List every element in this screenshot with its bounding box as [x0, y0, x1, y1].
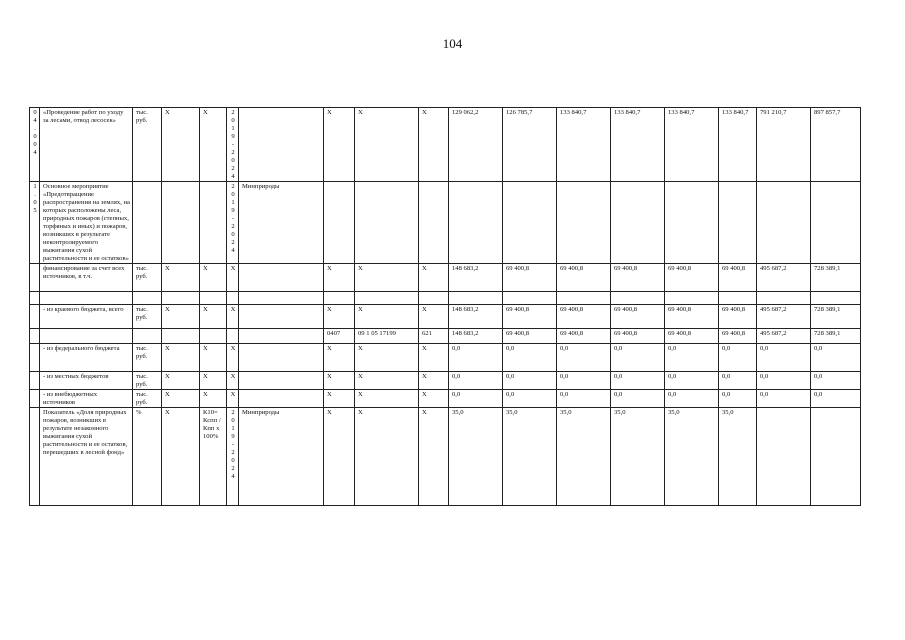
- row-value-2019: [449, 292, 503, 305]
- row-value-2020: [503, 292, 557, 305]
- row-value-2024: 0,0: [719, 344, 757, 372]
- row-period: Х: [227, 305, 239, 329]
- row-col5: Х: [200, 305, 227, 329]
- table-row: [30, 372, 861, 390]
- row-value-2020: 126 785,7: [503, 108, 557, 182]
- row-value-2023: 0,0: [665, 390, 719, 408]
- row-name: финансирование за счет всех источников, в т.ч.: [40, 264, 133, 292]
- row-col4: Х: [162, 344, 200, 372]
- row-col4: [162, 329, 200, 344]
- row-value-2023: 0,0: [665, 372, 719, 390]
- row-unit: [133, 292, 162, 305]
- table-row: [30, 390, 861, 408]
- row-name: [40, 329, 133, 344]
- row-number: [30, 390, 40, 408]
- row-csr: [419, 182, 449, 264]
- row-executor: [239, 292, 324, 305]
- row-executor: [239, 108, 324, 182]
- row-value-2019: 148 683,2: [449, 264, 503, 292]
- row-total-2: [811, 292, 861, 305]
- row-number: 0 4 . 0 0 4: [30, 108, 40, 182]
- row-rzpr: Х: [355, 264, 419, 292]
- row-value-2022: 133 840,7: [611, 108, 665, 182]
- row-total-2: 728 389,1: [811, 329, 861, 344]
- row-value-2020: 69 400,8: [503, 264, 557, 292]
- row-period: 2 0 1 9 - 2 0 2 4: [227, 108, 239, 182]
- row-rzpr: Х: [355, 344, 419, 372]
- row-unit: тыс. руб.: [133, 108, 162, 182]
- row-total-2: 0,0: [811, 390, 861, 408]
- row-rzpr: Х: [355, 108, 419, 182]
- row-total-1: 495 687,2: [757, 305, 811, 329]
- row-executor: [239, 305, 324, 329]
- row-number: [30, 344, 40, 372]
- row-period: [227, 292, 239, 305]
- row-unit: тыс. руб.: [133, 264, 162, 292]
- table-row: [30, 264, 861, 292]
- row-csr: Х: [419, 372, 449, 390]
- row-name: - из федерального бюджета: [40, 344, 133, 372]
- table-row: [30, 329, 861, 344]
- row-col5: Х: [200, 390, 227, 408]
- row-period: 2 0 1 9 - 2 0 2 4: [227, 182, 239, 264]
- row-value-2024: 35,0: [719, 408, 757, 506]
- row-value-2019: [449, 182, 503, 264]
- row-name: «Проведение работ по уходу за лесами, отвод лесосек»: [40, 108, 133, 182]
- row-unit: тыс. руб.: [133, 390, 162, 408]
- row-grbs: Х: [324, 408, 355, 506]
- row-value-2021: 69 400,8: [557, 305, 611, 329]
- row-period: [227, 329, 239, 344]
- row-unit: [133, 329, 162, 344]
- row-executor: [239, 264, 324, 292]
- row-value-2022: 69 400,8: [611, 329, 665, 344]
- row-value-2021: 35,0: [557, 408, 611, 506]
- row-value-2021: 69 400,8: [557, 329, 611, 344]
- row-total-1: 495 687,2: [757, 329, 811, 344]
- row-name: [40, 292, 133, 305]
- row-total-1: 0,0: [757, 344, 811, 372]
- row-value-2020: 0,0: [503, 344, 557, 372]
- row-csr: Х: [419, 108, 449, 182]
- row-grbs: Х: [324, 372, 355, 390]
- program-table: [29, 107, 861, 506]
- row-rzpr: Х: [355, 390, 419, 408]
- table-row: [30, 344, 861, 372]
- row-executor: [239, 390, 324, 408]
- row-col4: Х: [162, 372, 200, 390]
- table-row: [30, 182, 861, 264]
- row-value-2019: 148 683,2: [449, 305, 503, 329]
- row-value-2023: 69 400,8: [665, 305, 719, 329]
- row-grbs: Х: [324, 108, 355, 182]
- row-col4: [162, 292, 200, 305]
- row-total-2: 897 857,7: [811, 108, 861, 182]
- row-value-2020: 69 400,8: [503, 329, 557, 344]
- row-total-2: [811, 182, 861, 264]
- row-name: Показатель «Доля природных пожаров, возникших в результате незаконного выжигания сухой растительности и ее остатков, перешедших в лесной фонд»: [40, 408, 133, 506]
- table-row: [30, 108, 861, 182]
- row-value-2024: 69 400,8: [719, 305, 757, 329]
- row-col5: [200, 329, 227, 344]
- row-number: [30, 264, 40, 292]
- row-value-2024: 133 840,7: [719, 108, 757, 182]
- row-value-2024: 69 400,8: [719, 329, 757, 344]
- row-grbs: [324, 182, 355, 264]
- row-col4: Х: [162, 108, 200, 182]
- row-total-1: 495 687,2: [757, 264, 811, 292]
- row-value-2023: [665, 182, 719, 264]
- row-total-1: 0,0: [757, 372, 811, 390]
- row-unit: %: [133, 408, 162, 506]
- row-value-2019: 0,0: [449, 372, 503, 390]
- row-value-2021: [557, 292, 611, 305]
- row-name: - из краевого бюджета, всего: [40, 305, 133, 329]
- row-total-2: 728 389,1: [811, 305, 861, 329]
- row-total-1: [757, 408, 811, 506]
- table-row: [30, 292, 861, 305]
- row-col5: Х: [200, 108, 227, 182]
- row-value-2021: [557, 182, 611, 264]
- row-col5: Х: [200, 264, 227, 292]
- row-value-2021: 0,0: [557, 372, 611, 390]
- row-col5: К10= Кспп / Кпп х 100%: [200, 408, 227, 506]
- row-number: [30, 329, 40, 344]
- row-csr: Х: [419, 408, 449, 506]
- row-value-2023: 69 400,8: [665, 264, 719, 292]
- row-csr: 621: [419, 329, 449, 344]
- row-rzpr: Х: [355, 372, 419, 390]
- row-col5: [200, 292, 227, 305]
- row-col4: Х: [162, 264, 200, 292]
- row-value-2022: 0,0: [611, 344, 665, 372]
- row-value-2024: 69 400,8: [719, 264, 757, 292]
- row-number: [30, 305, 40, 329]
- row-period: Х: [227, 372, 239, 390]
- row-name: Основное мероприятие «Предотвращение распространения на землях, на которых расположены леса, природных пожаров (степных, торфяных и иных) и пожаров, возникших в результате неконтролируемого выжигания сухой растительности и ее остатков»: [40, 182, 133, 264]
- row-executor: [239, 329, 324, 344]
- row-value-2022: [611, 292, 665, 305]
- row-grbs: Х: [324, 305, 355, 329]
- row-col4: Х: [162, 390, 200, 408]
- row-period: Х: [227, 264, 239, 292]
- row-value-2021: 69 400,8: [557, 264, 611, 292]
- row-value-2023: 69 400,8: [665, 329, 719, 344]
- row-col4: Х: [162, 408, 200, 506]
- row-unit: [133, 182, 162, 264]
- row-period: 2 0 1 9 - 2 0 2 4: [227, 408, 239, 506]
- row-value-2023: 133 840,7: [665, 108, 719, 182]
- row-value-2022: 0,0: [611, 372, 665, 390]
- row-value-2024: 0,0: [719, 372, 757, 390]
- row-total-1: 791 210,7: [757, 108, 811, 182]
- row-value-2023: 0,0: [665, 344, 719, 372]
- row-value-2023: [665, 292, 719, 305]
- row-value-2019: 129 062,2: [449, 108, 503, 182]
- row-value-2019: 148 683,2: [449, 329, 503, 344]
- row-value-2022: 35,0: [611, 408, 665, 506]
- row-value-2019: 35,0: [449, 408, 503, 506]
- row-period: Х: [227, 390, 239, 408]
- row-total-2: 728 389,1: [811, 264, 861, 292]
- row-rzpr: Х: [355, 408, 419, 506]
- row-executor: [239, 344, 324, 372]
- row-total-1: [757, 182, 811, 264]
- row-value-2022: [611, 182, 665, 264]
- row-value-2024: [719, 182, 757, 264]
- row-value-2024: [719, 292, 757, 305]
- row-grbs: 0407: [324, 329, 355, 344]
- row-csr: Х: [419, 264, 449, 292]
- row-value-2020: 0,0: [503, 372, 557, 390]
- row-grbs: [324, 292, 355, 305]
- row-grbs: Х: [324, 390, 355, 408]
- row-unit: тыс. руб.: [133, 305, 162, 329]
- row-unit: тыс. руб.: [133, 372, 162, 390]
- table-row: [30, 305, 861, 329]
- row-executor: Минприроды: [239, 408, 324, 506]
- row-rzpr: 09 1 05 17199: [355, 329, 419, 344]
- row-col5: Х: [200, 372, 227, 390]
- row-name: - из местных бюджетов: [40, 372, 133, 390]
- row-unit: тыс. руб.: [133, 344, 162, 372]
- row-value-2022: 0,0: [611, 390, 665, 408]
- row-value-2020: 69 400,8: [503, 305, 557, 329]
- row-executor: [239, 372, 324, 390]
- row-csr: [419, 292, 449, 305]
- row-value-2023: 35,0: [665, 408, 719, 506]
- row-value-2021: 0,0: [557, 344, 611, 372]
- row-executor: Минприроды: [239, 182, 324, 264]
- row-total-1: 0,0: [757, 390, 811, 408]
- row-number: [30, 372, 40, 390]
- row-total-2: [811, 408, 861, 506]
- row-csr: Х: [419, 390, 449, 408]
- row-number: [30, 408, 40, 506]
- row-csr: Х: [419, 305, 449, 329]
- row-rzpr: [355, 182, 419, 264]
- row-grbs: Х: [324, 264, 355, 292]
- row-col4: [162, 182, 200, 264]
- row-value-2019: 0,0: [449, 390, 503, 408]
- row-total-2: 0,0: [811, 344, 861, 372]
- row-total-1: [757, 292, 811, 305]
- row-rzpr: [355, 292, 419, 305]
- row-value-2021: 133 840,7: [557, 108, 611, 182]
- row-number: 1 . 0 5: [30, 182, 40, 264]
- row-period: Х: [227, 344, 239, 372]
- row-value-2019: 0,0: [449, 344, 503, 372]
- row-name: - из внебюджетных источников: [40, 390, 133, 408]
- row-value-2020: [503, 182, 557, 264]
- row-value-2024: 0,0: [719, 390, 757, 408]
- row-col4: Х: [162, 305, 200, 329]
- row-grbs: Х: [324, 344, 355, 372]
- row-total-2: 0,0: [811, 372, 861, 390]
- row-value-2021: 0,0: [557, 390, 611, 408]
- row-value-2020: 35,0: [503, 408, 557, 506]
- row-number: [30, 292, 40, 305]
- row-csr: Х: [419, 344, 449, 372]
- row-col5: [200, 182, 227, 264]
- row-rzpr: Х: [355, 305, 419, 329]
- row-value-2022: 69 400,8: [611, 264, 665, 292]
- page-number: 104: [442, 36, 463, 51]
- row-value-2020: 0,0: [503, 390, 557, 408]
- row-value-2022: 69 400,8: [611, 305, 665, 329]
- table-row: [30, 408, 861, 506]
- row-col5: Х: [200, 344, 227, 372]
